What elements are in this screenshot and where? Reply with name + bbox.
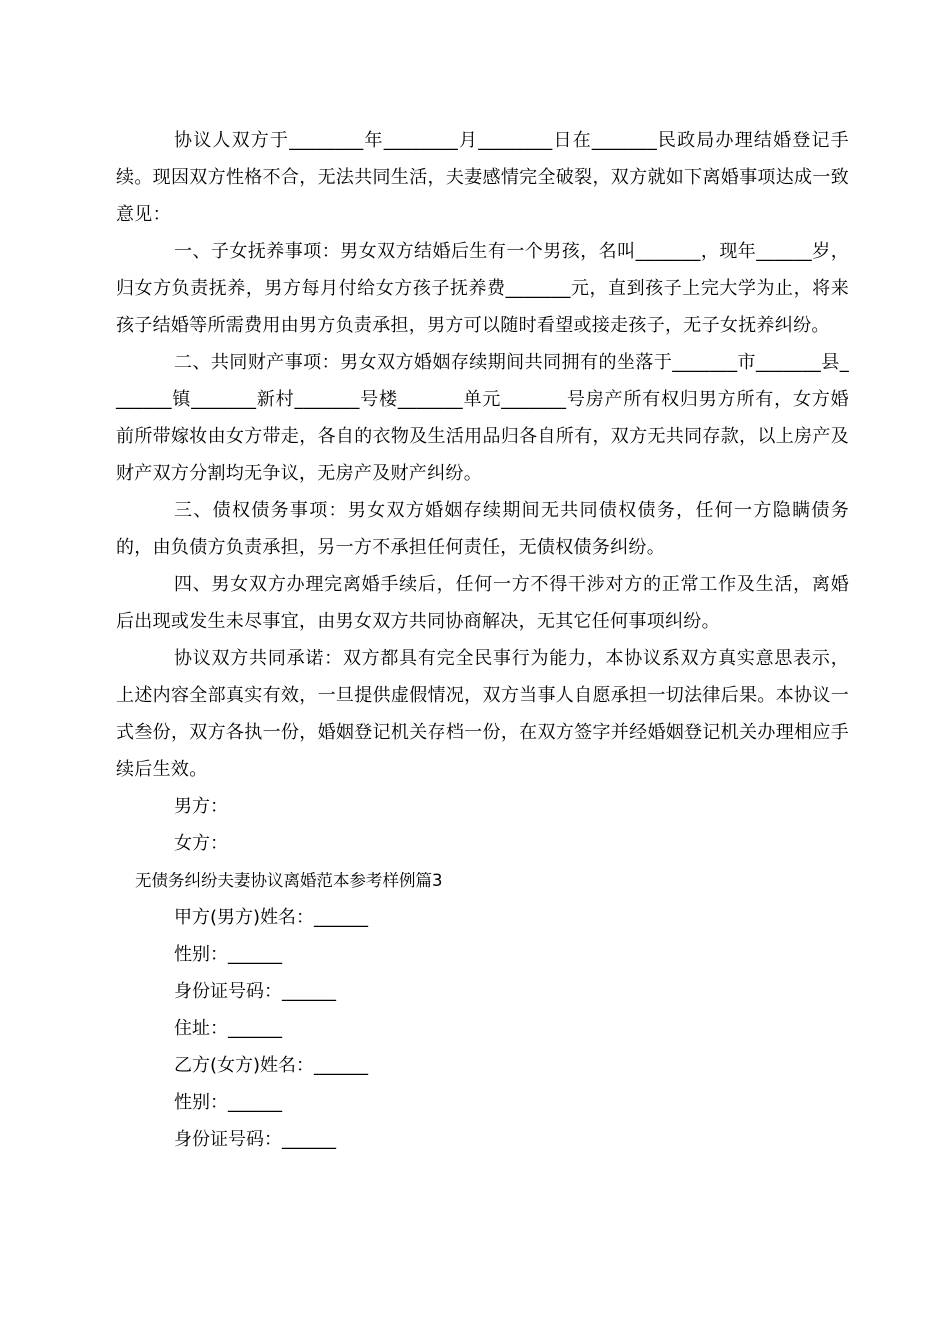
section-heading: 无债务纠纷夫妻协议离婚范本参考样例篇3 xyxy=(135,871,443,890)
party-a-id-field: 身份证号码：______ xyxy=(174,981,336,1002)
commitment-paragraph: 协议双方共同承诺：双方都具有完全民事行为能力，本协议系双方真实意思表示，上述内容全部真实有效，一旦提供虚假情况，双方当事人自愿承担一切法律后果。本协议一式叁份，双方各执一份，婚姻登记机关存档一份，在双方签字并经婚姻登记机关办理相应手续后生效。 xyxy=(116,648,849,780)
party-a-address-field: 住址：______ xyxy=(174,1018,282,1039)
party-b-id-field: 身份证号码：______ xyxy=(174,1129,336,1150)
party-b-name-field: 乙方(女方)姓名：______ xyxy=(174,1055,369,1076)
female-signature-label: 女方： xyxy=(174,833,228,854)
party-b-gender-field: 性别：______ xyxy=(174,1092,282,1113)
document-body xyxy=(116,122,849,1158)
child-custody-paragraph: 一、子女抚养事项：男女双方结婚后生有一个男孩，名叫_______，现年______岁，归女方负责抚养，男方每月付给女方孩子抚养费_______元，直到孩子上完大学为止，将来孩子结婚等所需费用由男方负责承担，男方可以随时看望或接走孩子，无子女抚养纠纷。 xyxy=(116,241,849,336)
party-a-gender-field: 性别：______ xyxy=(174,944,282,965)
debt-paragraph: 三、债权债务事项：男女双方婚姻存续期间无共同债权债务，任何一方隐瞒债务的，由负债方负责承担，另一方不承担任何责任，无债权债务纠纷。 xyxy=(116,500,849,558)
property-paragraph: 二、共同财产事项：男女双方婚姻存续期间共同拥有的坐落于_______市_______县_______镇_______新村_______号楼_______单元_______号房产所有权归男方所有，女方婚前所带嫁妆由女方带走，各自的衣物及生活用品归各自所有，双方无共同存款，以上房产及财产双方分割均无争议，无房产及财产纠纷。 xyxy=(116,352,849,484)
party-a-name-field: 甲方(男方)姓名：______ xyxy=(174,907,369,928)
intro-paragraph: 协议人双方于________年________月________日在_______民政局办理结婚登记手续。现因双方性格不合，无法共同生活，夫妻感情完全破裂，双方就如下离婚事项达成一致意见： xyxy=(116,130,849,225)
post-divorce-paragraph: 四、男女双方办理完离婚手续后，任何一方不得干涉对方的正常工作及生活，离婚后出现或发生未尽事宜，由男女双方共同协商解决，无其它任何事项纠纷。 xyxy=(116,574,849,632)
male-signature-label: 男方： xyxy=(174,796,228,817)
